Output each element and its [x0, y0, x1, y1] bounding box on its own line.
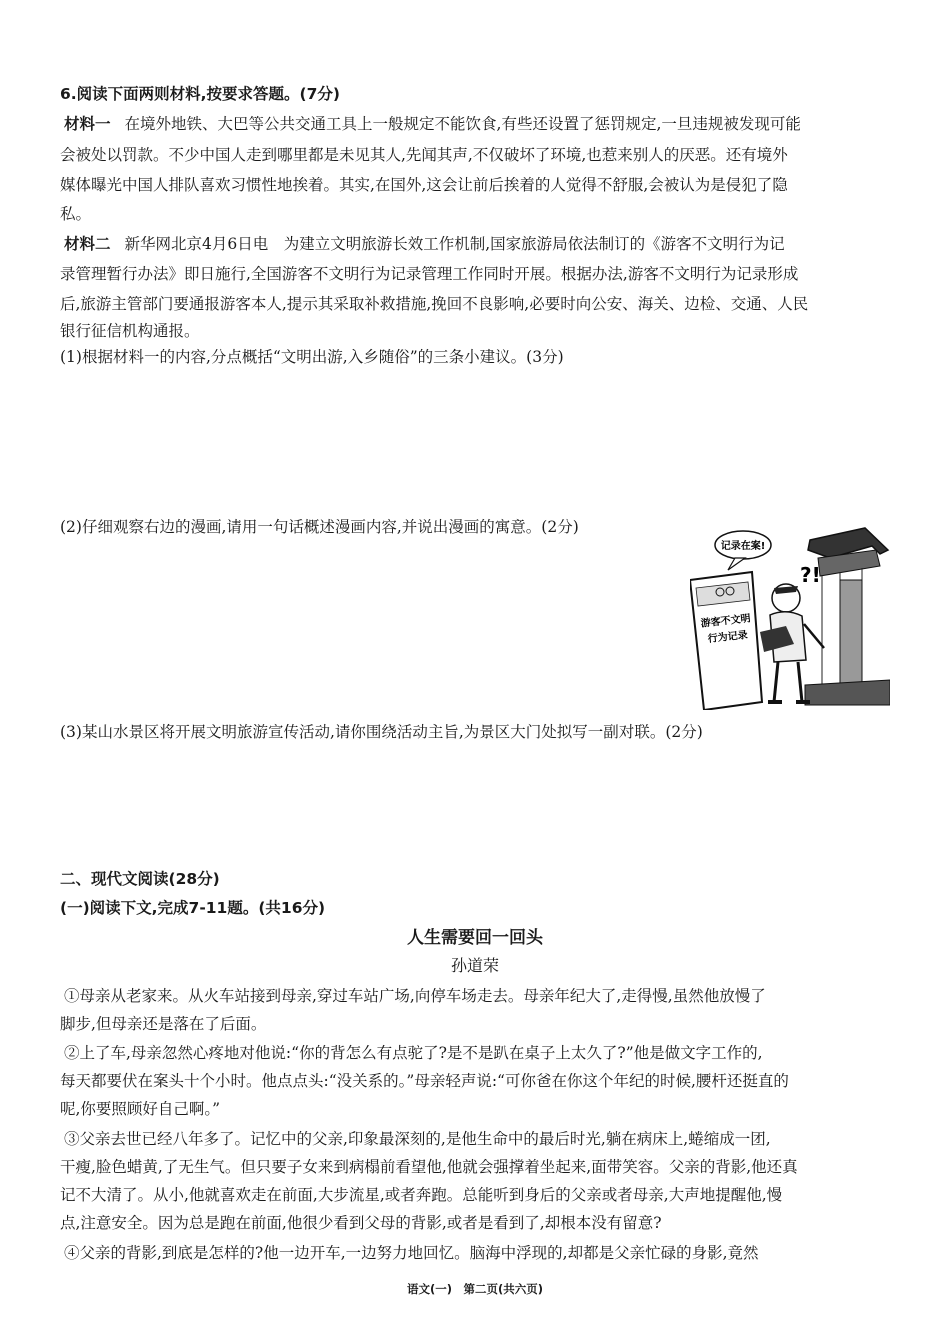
sub-question-1: (1)根据材料一的内容,分点概括“文明出游,入乡随俗”的三条小建议。(3分)	[60, 348, 564, 366]
sub-question-3: (3)某山水景区将开展文明旅游宣传活动,请你围绕活动主旨,为景区大门处拟写一副对联。(2分)	[60, 723, 703, 741]
cartoon-bubble-text: 记录在案!	[720, 541, 766, 552]
essay-p2-line-1: ②上了车,母亲忽然心疼地对他说:“你的背怎么有点驼了?是不是趴在桌子上太久了?”他是做文字工作的,	[64, 1044, 763, 1062]
essay-title: 人生需要回一回头	[407, 928, 543, 948]
sub-question-2: (2)仔细观察右边的漫画,请用一句话概述漫画内容,并说出漫画的寓意。(2分)	[60, 518, 579, 536]
material-1-label: 材料一	[64, 115, 111, 133]
material-1-line-4: 私。	[60, 205, 92, 223]
essay-p1-line-2: 脚步,但母亲还是落在了后面。	[60, 1015, 267, 1033]
essay-p3-line-2: 干瘦,脸色蜡黄,了无生气。但只要子女来到病榻前看望他,他就会强撑着坐起来,面带笑容。父亲的背影,他还真	[60, 1158, 798, 1176]
material-1-line-2: 会被处以罚款。不少中国人走到哪里都是未见其人,先闻其声,不仅破坏了环境,也惹来别人的厌恶。还有境外	[60, 146, 788, 164]
part-heading: (一)阅读下文,完成7-11题。(共16分)	[60, 899, 326, 917]
material-2-line-1: 材料二 新华网北京4月6日电 为建立文明旅游长效工作机制,国家旅游局依法制订的《游客不文明行为记	[64, 235, 785, 253]
material-1-line-1: 材料一 在境外地铁、大巴等公共交通工具上一般规定不能饮食,有些还设置了惩罚规定,一旦违规被发现可能	[64, 115, 801, 133]
essay-p1-line-1: ①母亲从老家来。从火车站接到母亲,穿过车站广场,向停车场走去。母亲年纪大了,走得慢,虽然他放慢了	[64, 987, 766, 1005]
essay-author: 孙道荣	[450, 956, 499, 975]
material-2-label: 材料二	[64, 235, 111, 253]
svg-text:?!: ?!	[800, 563, 821, 587]
section-heading: 二、现代文阅读(28分)	[60, 870, 220, 888]
cartoon-board-line-2: 行为记录	[707, 629, 749, 646]
cartoon-illustration-icon	[690, 520, 890, 710]
essay-p4-line-1: ④父亲的背影,到底是怎样的?他一边开车,一边努力地回忆。脑海中浮现的,却都是父亲忙碌的身影,竟然	[64, 1244, 759, 1262]
material-1-line-3: 媒体曝光中国人排队喜欢习惯性地挨着。其实,在国外,这会让前后挨着的人觉得不舒服,会被认为是侵犯了隐	[60, 176, 788, 194]
page-footer: 语文(一) 第二页(共六页)	[406, 1282, 544, 1296]
essay-p3-line-4: 点,注意安全。因为总是跑在前面,他很少看到父母的背影,或者是看到了,却根本没有留意?	[60, 1214, 662, 1232]
essay-p2-line-3: 呢,你要照顾好自己啊。”	[60, 1100, 221, 1118]
material-2-line-2: 录管理暂行办法》即日施行,全国游客不文明行为记录管理工作同时开展。根据办法,游客不文明行为记录形成	[60, 265, 799, 283]
question-6-stem: 6.阅读下面两则材料,按要求答题。(7分)	[60, 85, 341, 103]
material-2-line-4: 银行征信机构通报。	[60, 322, 200, 340]
essay-p3-line-3: 记不大清了。从小,他就喜欢走在前面,大步流星,或者奔跑。总能听到身后的父亲或者母亲,大声地提醒他,慢	[60, 1186, 783, 1204]
essay-p3-line-1: ③父亲去世已经八年多了。记忆中的父亲,印象最深刻的,是他生命中的最后时光,躺在病床上,蜷缩成一团,	[64, 1130, 771, 1148]
cartoon-board-line-1: 游客不文明	[700, 613, 752, 630]
material-2-line-3: 后,旅游主管部门要通报游客本人,提示其采取补救措施,挽回不良影响,必要时向公安、海关、边检、交通、人民	[60, 295, 809, 313]
essay-p2-line-2: 每天都要伏在案头十个小时。他点点头:“没关系的。”母亲轻声说:“可你爸在你这个年纪的时候,腰杆还挺直的	[60, 1072, 789, 1090]
